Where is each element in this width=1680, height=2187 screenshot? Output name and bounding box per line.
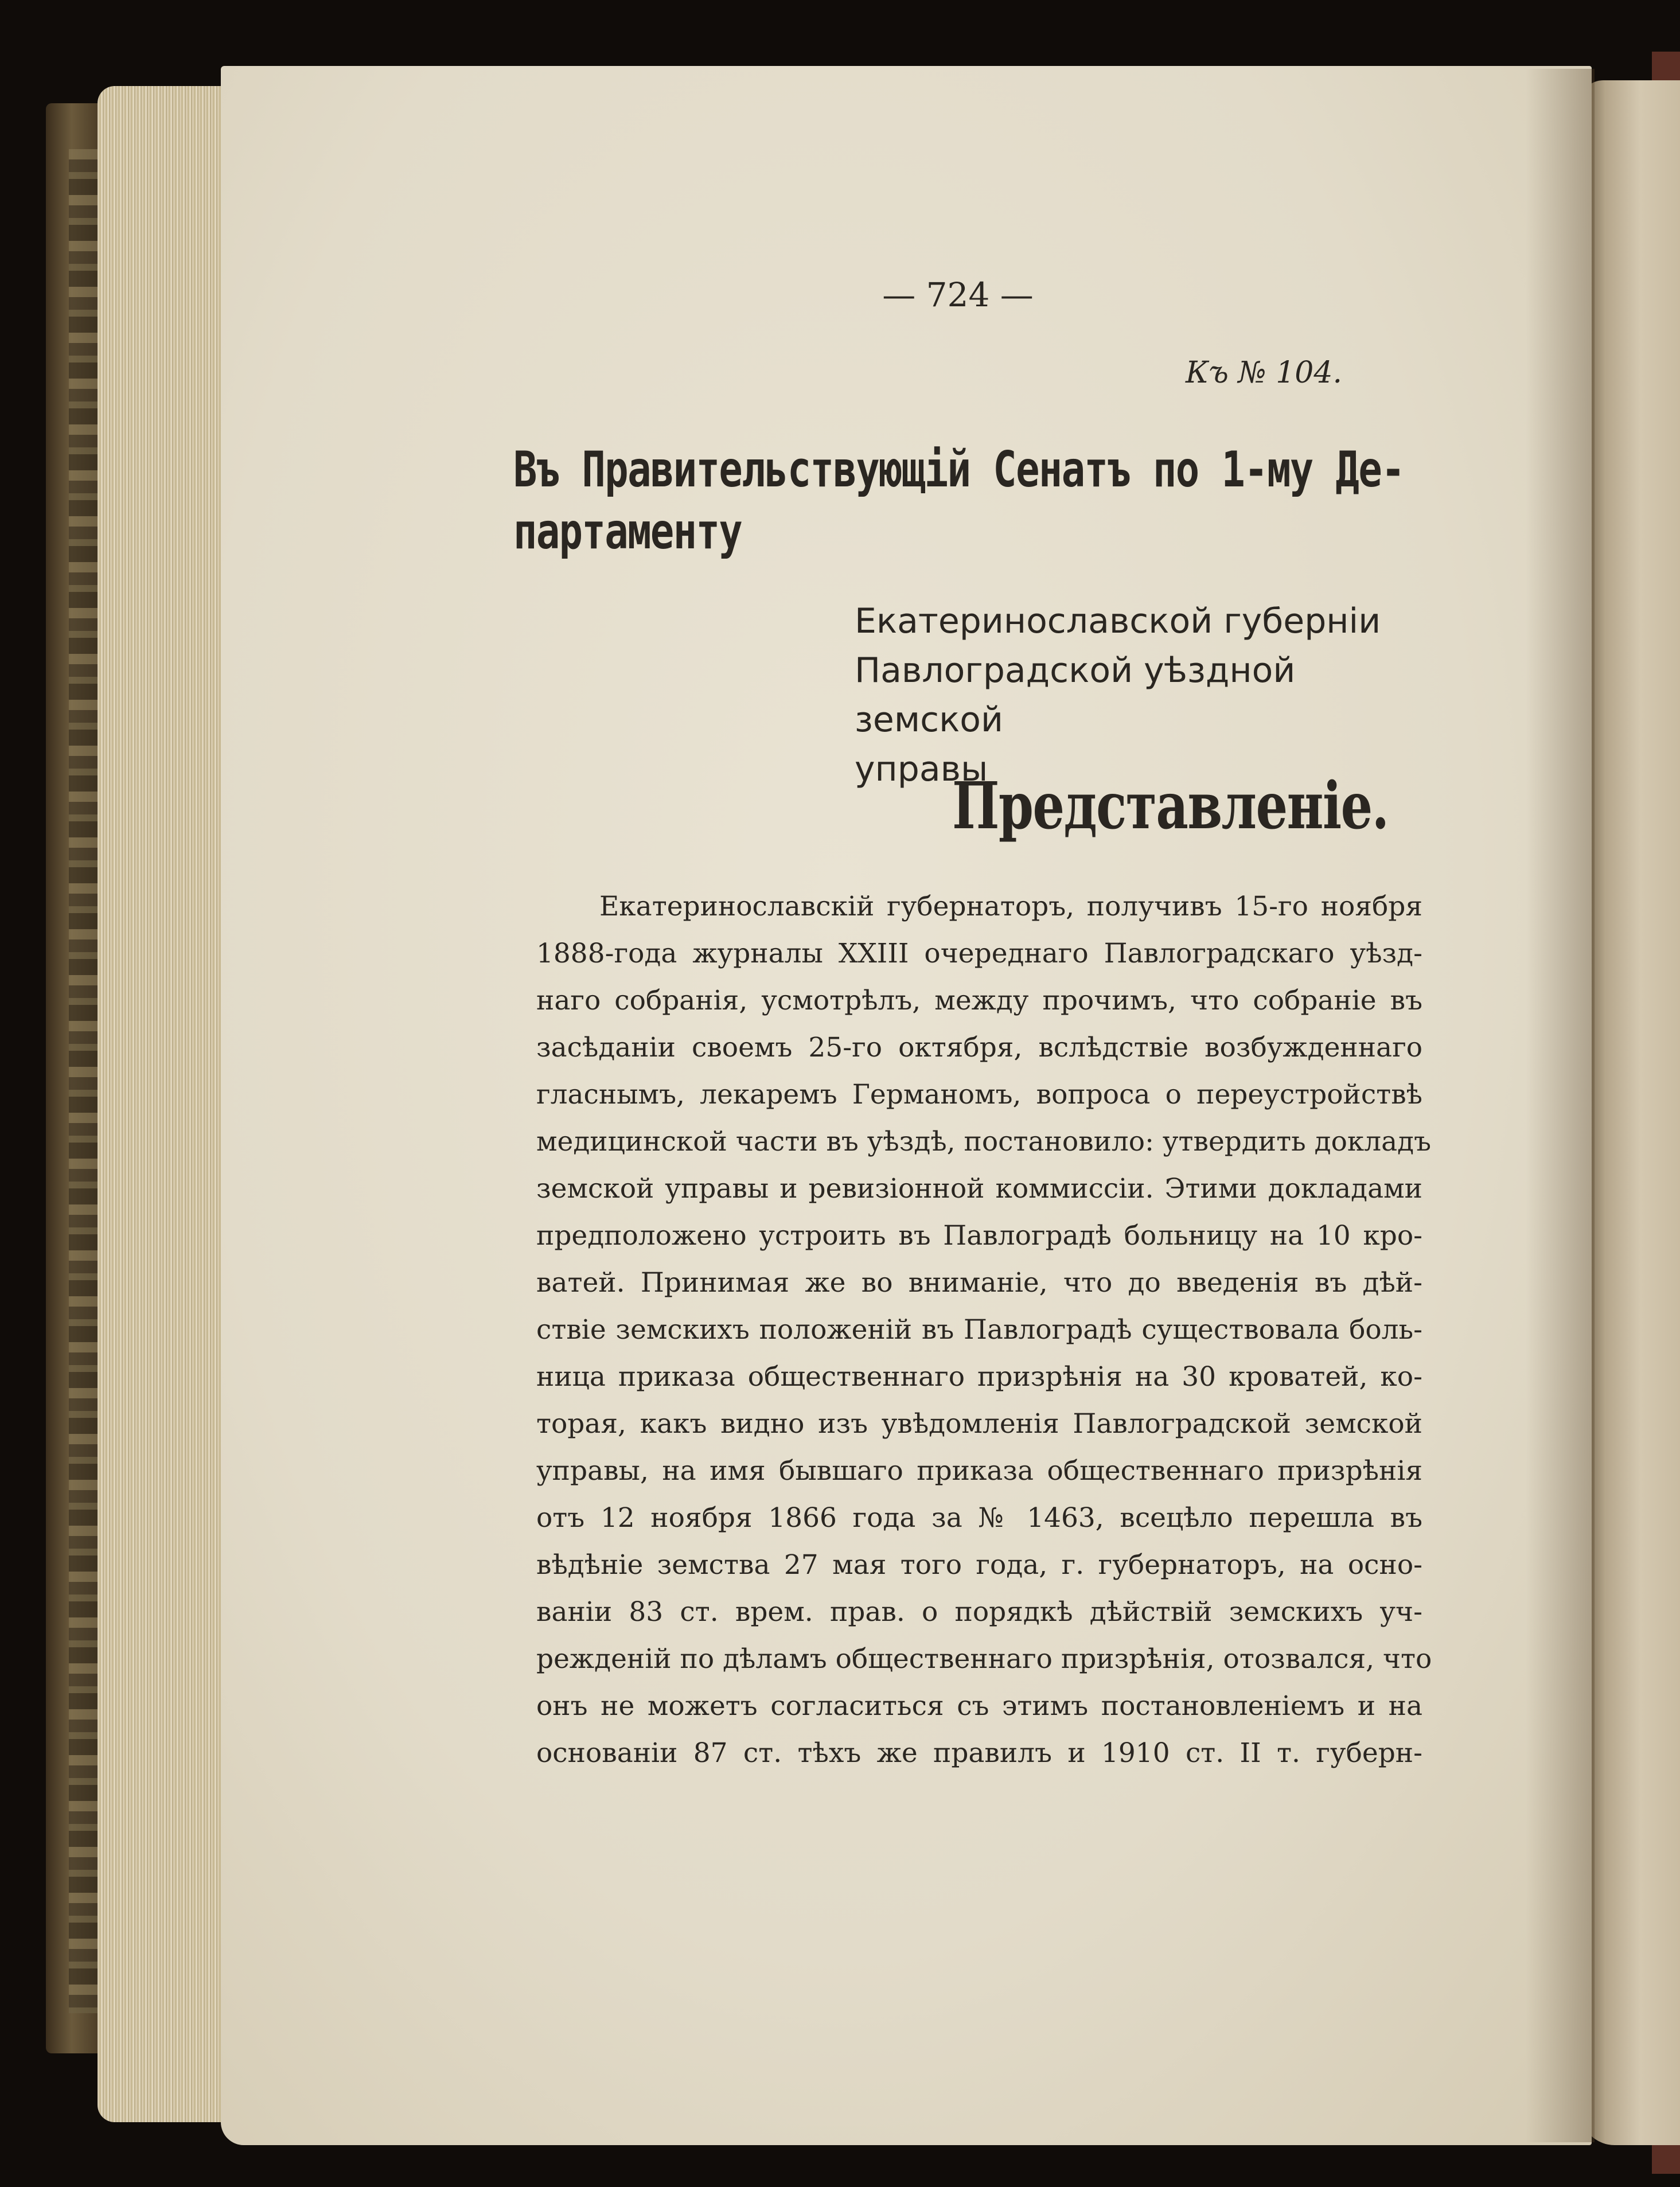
body-line: основаніи 87 ст. тѣхъ же правилъ и 1910 ст. II т. губерн- — [536, 1737, 1422, 1769]
heading-line: партаменту — [513, 503, 742, 560]
body-line: Екатеринославскій губернаторъ, получивъ 15-го ноября — [599, 891, 1422, 922]
heading-line: Въ Правительствующій Сенатъ по 1-му Де- — [513, 441, 1405, 498]
body-line: управы, на имя бывшаго приказа общественнаго призрѣнія — [536, 1455, 1422, 1487]
body-line: режденій по дѣламъ общественнаго призрѣнія, отозвался, что — [536, 1643, 1432, 1675]
body-line: засѣданіи своемъ 25-го октября, вслѣдствіе возбужденнаго — [536, 1032, 1422, 1063]
sender-block — [855, 597, 1417, 794]
page-number: — 724 — — [882, 275, 1034, 314]
sender-line: управы — [855, 749, 988, 789]
body-line: гласнымъ, лекаремъ Германомъ, вопроса о переустройствѣ — [536, 1079, 1422, 1110]
body-line: наго собранія, усмотрѣлъ, между прочимъ, что собраніе въ — [536, 985, 1422, 1016]
body-line: 1888-года журналы XXIII очереднаго Павлоградскаго уѣзд- — [536, 938, 1422, 969]
body-line: отъ 12 ноября 1866 года за № 1463, всецѣло перешла въ — [536, 1502, 1422, 1534]
page-gutter — [1526, 69, 1595, 2142]
body-line: онъ не можетъ согласиться съ этимъ постановленіемъ и на — [536, 1690, 1422, 1722]
body-line: земской управы и ревизіонной коммиссіи. Этими докладами — [536, 1173, 1422, 1204]
addressee-heading — [513, 439, 1408, 563]
body-line: ствіе земскихъ положеній въ Павлоградѣ существовала боль- — [536, 1314, 1422, 1346]
document-reference: Къ № 104. — [1186, 356, 1342, 390]
body-line: предположено устроить въ Павлоградѣ больницу на 10 кро- — [536, 1220, 1422, 1252]
body-line: торая, какъ видно изъ увѣдомленія Павлоградской земской — [536, 1408, 1422, 1440]
sender-line: Павлоградской уѣздной земской — [855, 650, 1296, 740]
body-line: медицинской части въ уѣздѣ, постановило: утвердить докладъ — [536, 1126, 1431, 1157]
body-line: вѣдѣніе земства 27 мая того года, г. губернаторъ, на осно- — [536, 1549, 1422, 1581]
body-text — [536, 883, 1432, 1777]
document-title: Представленіе. — [952, 769, 1389, 844]
body-line: ватей. Принимая же во вниманіе, что до введенія въ дѣй- — [536, 1267, 1422, 1299]
page-edges — [98, 86, 241, 2122]
sender-line: Екатеринославской губерніи — [855, 601, 1381, 641]
body-line: ница приказа общественнаго призрѣнія на 30 кроватей, ко- — [536, 1361, 1422, 1393]
body-line: ваніи 83 ст. врем. прав. о порядкѣ дѣйствій земскихъ уч- — [536, 1596, 1422, 1628]
facing-page — [1580, 80, 1680, 2145]
